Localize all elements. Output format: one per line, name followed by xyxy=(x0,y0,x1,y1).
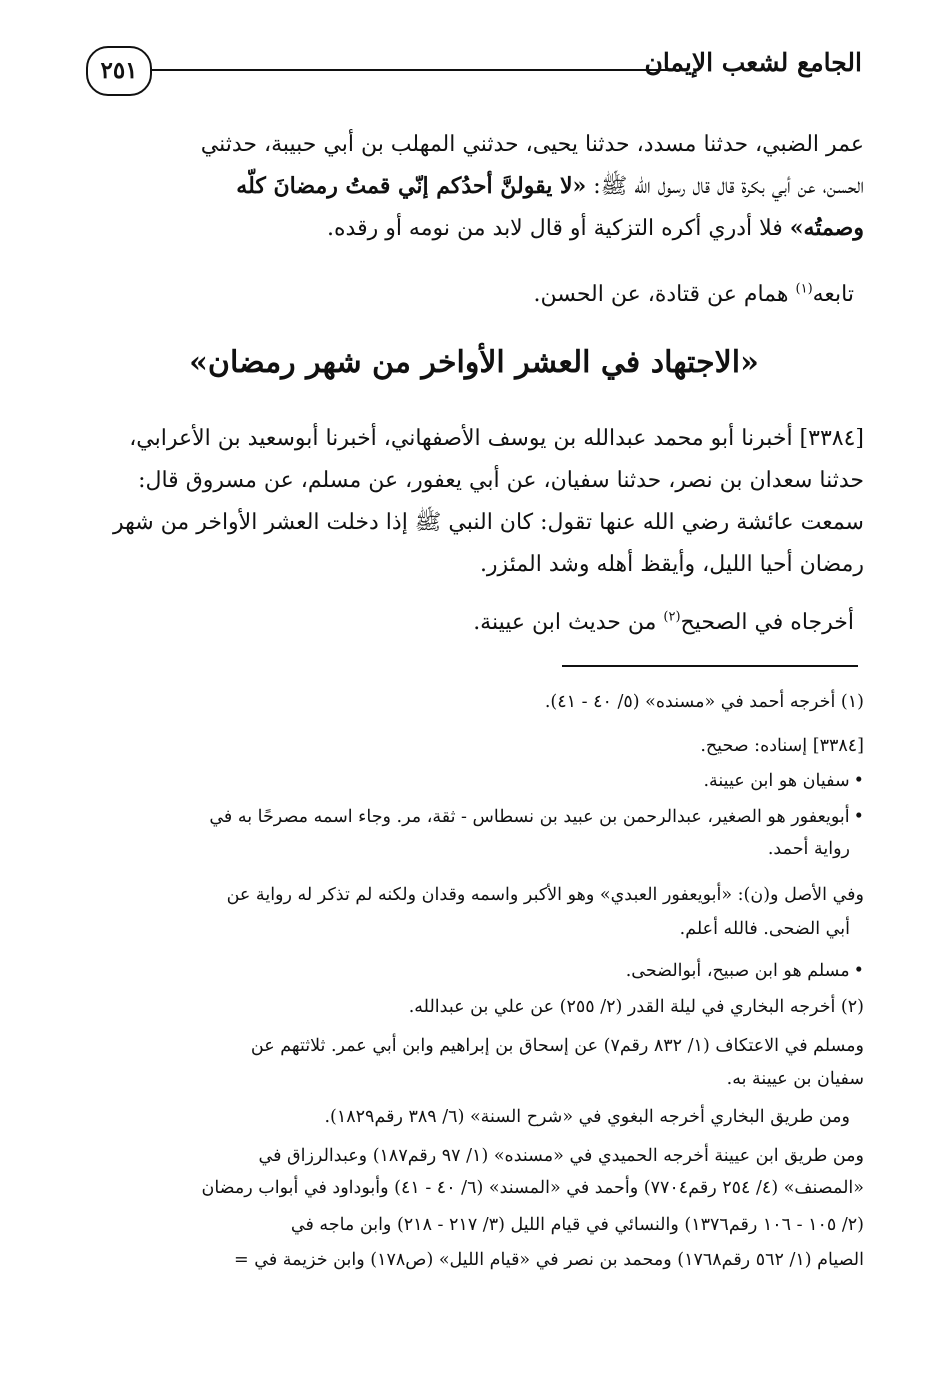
text-run: الحسن، عن أبي بكرة قال قال رسول الله ﷺ: xyxy=(586,174,864,199)
body-line xyxy=(84,602,864,643)
footnote-line: وفي الأصل و(ن): «أبويعفور العبدي» وهو الأكبر واسمه وقدان ولكنه لم تذكر له رواية عن xyxy=(226,885,864,905)
running-title: الجامع لشعب الإيمان xyxy=(644,48,862,77)
page-number: ٢٥١ xyxy=(86,46,152,96)
body-line xyxy=(84,502,864,543)
footnote-line: (١) أخرجه أحمد في «مسنده» (٥/ ٤٠ - ٤١). xyxy=(544,692,864,712)
text-run: حدثنا سعدان بن نصر، حدثنا سفيان، عن أبي يعفور، عن مسلم، عن مسروق قال: xyxy=(138,468,864,493)
footnote-bullet xyxy=(84,955,864,987)
footnote-line: سفيان بن عيينة به. xyxy=(726,1069,864,1089)
text-run: همام عن قتادة، عن الحسن. xyxy=(533,282,796,307)
body-line xyxy=(84,544,864,585)
body-line xyxy=(84,166,864,207)
body-line xyxy=(84,208,864,249)
footnote-bullet xyxy=(84,765,864,797)
footnote-line: الصيام (١/ ٥٦٢ رقم١٧٦٨) ومحمد بن نصر في «قيام الليل» (ص١٧٨) وابن خزيمة في = xyxy=(234,1250,864,1270)
footnote-ref[interactable]: (١) xyxy=(795,281,813,297)
section-heading: «الاجتهاد في العشر الأواخر من شهر رمضان» xyxy=(189,345,759,380)
bullet-text: • سفيان هو ابن عيينة. xyxy=(703,771,864,791)
footnote-line: أبي الضحى. فالله أعلم. xyxy=(679,919,850,939)
footnote-line: ومن طريق البخاري أخرجه البغوي في «شرح السنة» (٦/ ٣٨٩ رقم١٨٢٩). xyxy=(324,1107,850,1127)
text-run: فلا أدري أكره التزكية أو قال لابد من نومه أو رقده. xyxy=(327,216,790,241)
text-run: سمعت عائشة رضي الله عنها تقول: كان النبي ﷺ إذا دخلت العشر الأواخر من شهر xyxy=(112,510,864,535)
footnote-line: ومسلم في الاعتكاف (١/ ٨٣٢ رقم٧) عن إسحاق بن إبراهيم وابن أبي عمر. ثلاثتهم عن xyxy=(250,1036,864,1056)
hadith-quote: «لا يقولنَّ أحدُكم إنّي قمتُ رمضانَ كلّه xyxy=(236,173,587,199)
footnote-line: (٢/ ١٠٥ - ١٠٦ رقم١٣٧٦) والنسائي في قيام الليل (٣/ ٢١٧ - ٢١٨) وابن ماجه في xyxy=(290,1215,864,1235)
hadith-quote: وصمتُه» xyxy=(789,215,864,241)
footnote-line: رواية أحمد. xyxy=(767,839,850,859)
body-line xyxy=(84,124,864,165)
footnote-line: (٢) أخرجه البخاري في ليلة القدر (٢/ ٢٥٥) عن علي بن عبدالله. xyxy=(408,997,864,1017)
footnote-ref[interactable]: (٢) xyxy=(663,609,681,625)
text-run: رمضان أحيا الليل، وأيقظ أهله وشد المئزر. xyxy=(479,552,864,577)
footnote-line: «المصنف» (٤/ ٢٥٤ رقم٧٧٠٤) وأحمد في «المسند» (٦/ ٤٠ - ٤١) وأبوداود في أبواب رمضان xyxy=(201,1178,864,1198)
header-rule xyxy=(152,69,672,71)
text-run: عمر الضبي، حدثنا مسدد، حدثنا يحيى، حدثني المهلب بن أبي حبيبة، حدثني xyxy=(200,132,864,157)
footnote-line: [٣٣٨٤] إسناده: صحيح. xyxy=(700,736,864,756)
body-line xyxy=(84,274,864,315)
page-header xyxy=(86,42,862,106)
footnote-line: ومن طريق ابن عيينة أخرجه الحميدي في «مسنده» (١/ ٩٧ رقم١٨٧) وعبدالرزاق في xyxy=(258,1146,864,1166)
text-run: تابعه xyxy=(812,282,854,307)
text-run: أخرجاه في الصحيح xyxy=(680,610,854,635)
footnote-separator xyxy=(562,665,858,667)
body-line xyxy=(84,418,864,459)
text-run: من حديث ابن عيينة. xyxy=(473,610,664,635)
bullet-text: • أبويعفور هو الصغير، عبدالرحمن بن عبيد بن نسطاس - ثقة، مر. وجاء اسمه مصرحًا به في xyxy=(209,807,864,827)
bullet-text: • مسلم هو ابن صبيح، أبوالضحى. xyxy=(626,961,864,981)
footnote-bullet xyxy=(84,801,864,833)
text-run: [٣٣٨٤] أخبرنا أبو محمد عبدالله بن يوسف الأصفهاني، أخبرنا أبوسعيد بن الأعرابي، xyxy=(129,426,864,451)
body-line xyxy=(84,460,864,501)
